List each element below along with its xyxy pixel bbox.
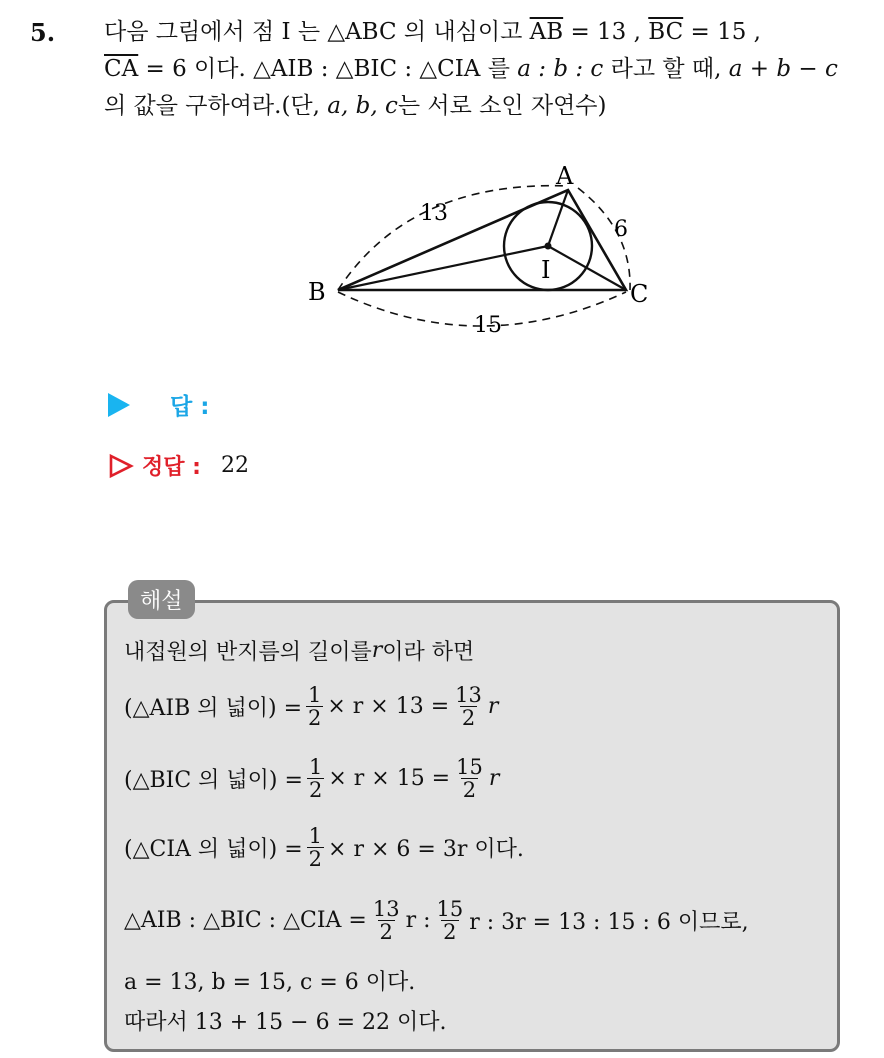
s2-f1-num: 1 xyxy=(308,682,322,707)
label-a: A xyxy=(556,162,574,190)
s2-frac-2 xyxy=(453,684,484,729)
solution-line-1 xyxy=(124,630,749,670)
s3-f1-den: 2 xyxy=(308,777,323,802)
question-line-3 xyxy=(104,88,874,125)
s4-mid: × r × 6 = 3r 이다. xyxy=(328,836,524,862)
solution-line-3 xyxy=(124,742,749,814)
s3-mid: × r × 15 = xyxy=(328,765,451,791)
incenter-point xyxy=(545,243,552,250)
s5-f1-den: 2 xyxy=(379,919,393,944)
s2-mid: × r × 13 = xyxy=(327,693,450,719)
solution-content xyxy=(124,630,749,1040)
label-c: C xyxy=(630,280,649,308)
s5-f2-num: 15 xyxy=(436,896,464,921)
solution-line-7 xyxy=(124,1000,749,1040)
s2-lhs: (△AIB 의 넓이) = xyxy=(124,695,302,721)
label-side-ab: 13 xyxy=(420,201,448,226)
q2-part-a: = 6 이다. △AIB : △BIC : △CIA 를 xyxy=(138,56,518,82)
s3-f1-num: 1 xyxy=(308,754,323,779)
solution-line-2 xyxy=(124,670,749,742)
correct-label: 정답 : xyxy=(142,455,201,480)
s3-f2-num: 15 xyxy=(456,754,483,779)
s4-f1-den: 2 xyxy=(308,846,323,871)
s2-f1-den: 2 xyxy=(308,705,322,730)
s4-frac-1 xyxy=(307,825,324,870)
answer-label: 답 : xyxy=(170,394,210,420)
s1-r: r xyxy=(371,637,383,663)
s5-sep-1: r : xyxy=(405,907,431,933)
q2-part-b: 라고 할 때, xyxy=(603,56,729,82)
triangle-outline-icon xyxy=(108,453,134,479)
question-line-1 xyxy=(104,14,874,51)
s5-lhs: △AIB : △BIC : △CIA = xyxy=(124,907,367,933)
s2-f2-den: 2 xyxy=(461,705,476,730)
s4-lhs: (△CIA 의 넓이) = xyxy=(124,836,303,862)
label-i: I xyxy=(541,256,551,284)
solution-tab: 해설 xyxy=(128,580,195,619)
s3-f2-den: 2 xyxy=(462,777,477,802)
triangle-figure xyxy=(300,160,680,350)
segment-bi xyxy=(338,246,551,290)
s5-frac-1 xyxy=(371,898,402,943)
q1-part-c: = 15 , xyxy=(683,19,761,45)
s2-f2-num: 13 xyxy=(455,682,482,707)
triangle-abc xyxy=(338,190,626,290)
solution-line-4 xyxy=(124,814,749,880)
segment-ca: $\overline{CA}$ xyxy=(104,56,139,82)
target-expression: a + b − c xyxy=(728,56,838,82)
s6-text: a = 13, b = 15, c = 6 이다. xyxy=(124,969,416,995)
s5-frac-2 xyxy=(434,898,465,943)
s1-b: 이라 하면 xyxy=(382,639,475,665)
s5-f2-den: 2 xyxy=(443,919,457,944)
answer-row xyxy=(108,388,433,421)
s5-sep-2: r : 3r = 13 : 15 : 6 이므로, xyxy=(469,909,749,935)
q1-part-b: = 13 , xyxy=(563,19,649,45)
s1-a: 내접원의 반지름의 길이를 xyxy=(124,639,372,665)
correct-value: 22 xyxy=(220,453,249,478)
ratio-expression: a : b : c xyxy=(517,56,604,82)
s2-tail: r xyxy=(487,693,499,719)
question-text xyxy=(104,14,874,125)
s2-frac-1 xyxy=(306,684,323,729)
variables: a, b, c xyxy=(327,93,398,119)
play-icon xyxy=(108,393,130,417)
segment-bc: $\overline{BC}$ xyxy=(648,19,684,45)
s7-text: 따라서 13 + 15 − 6 = 22 이다. xyxy=(124,1009,447,1035)
s3-frac-2 xyxy=(454,756,485,801)
q1-part-a: 다음 그림에서 점 I 는 △ABC 의 내심이고 xyxy=(104,19,530,45)
question-line-2 xyxy=(104,51,874,88)
answer-input[interactable] xyxy=(229,389,433,421)
label-side-ca: 6 xyxy=(614,217,628,242)
label-b: B xyxy=(308,278,326,306)
label-side-bc: 15 xyxy=(474,313,502,338)
q3-part-a: 의 값을 구하여라.(단, xyxy=(104,93,328,119)
s5-f1-num: 13 xyxy=(372,896,400,921)
solution-line-6 xyxy=(124,960,749,1000)
solution-line-5 xyxy=(124,880,749,960)
correct-answer-row xyxy=(108,450,249,481)
segment-ab: $\overline{AB}$ xyxy=(529,19,564,45)
s3-lhs: (△BIC 의 넓이) = xyxy=(124,767,303,793)
s3-frac-1 xyxy=(307,756,324,801)
s3-tail: r xyxy=(488,765,500,791)
question-number: 5. xyxy=(30,18,56,47)
q3-part-b: 는 서로 소인 자연수) xyxy=(397,93,607,119)
s4-f1-num: 1 xyxy=(308,823,323,848)
